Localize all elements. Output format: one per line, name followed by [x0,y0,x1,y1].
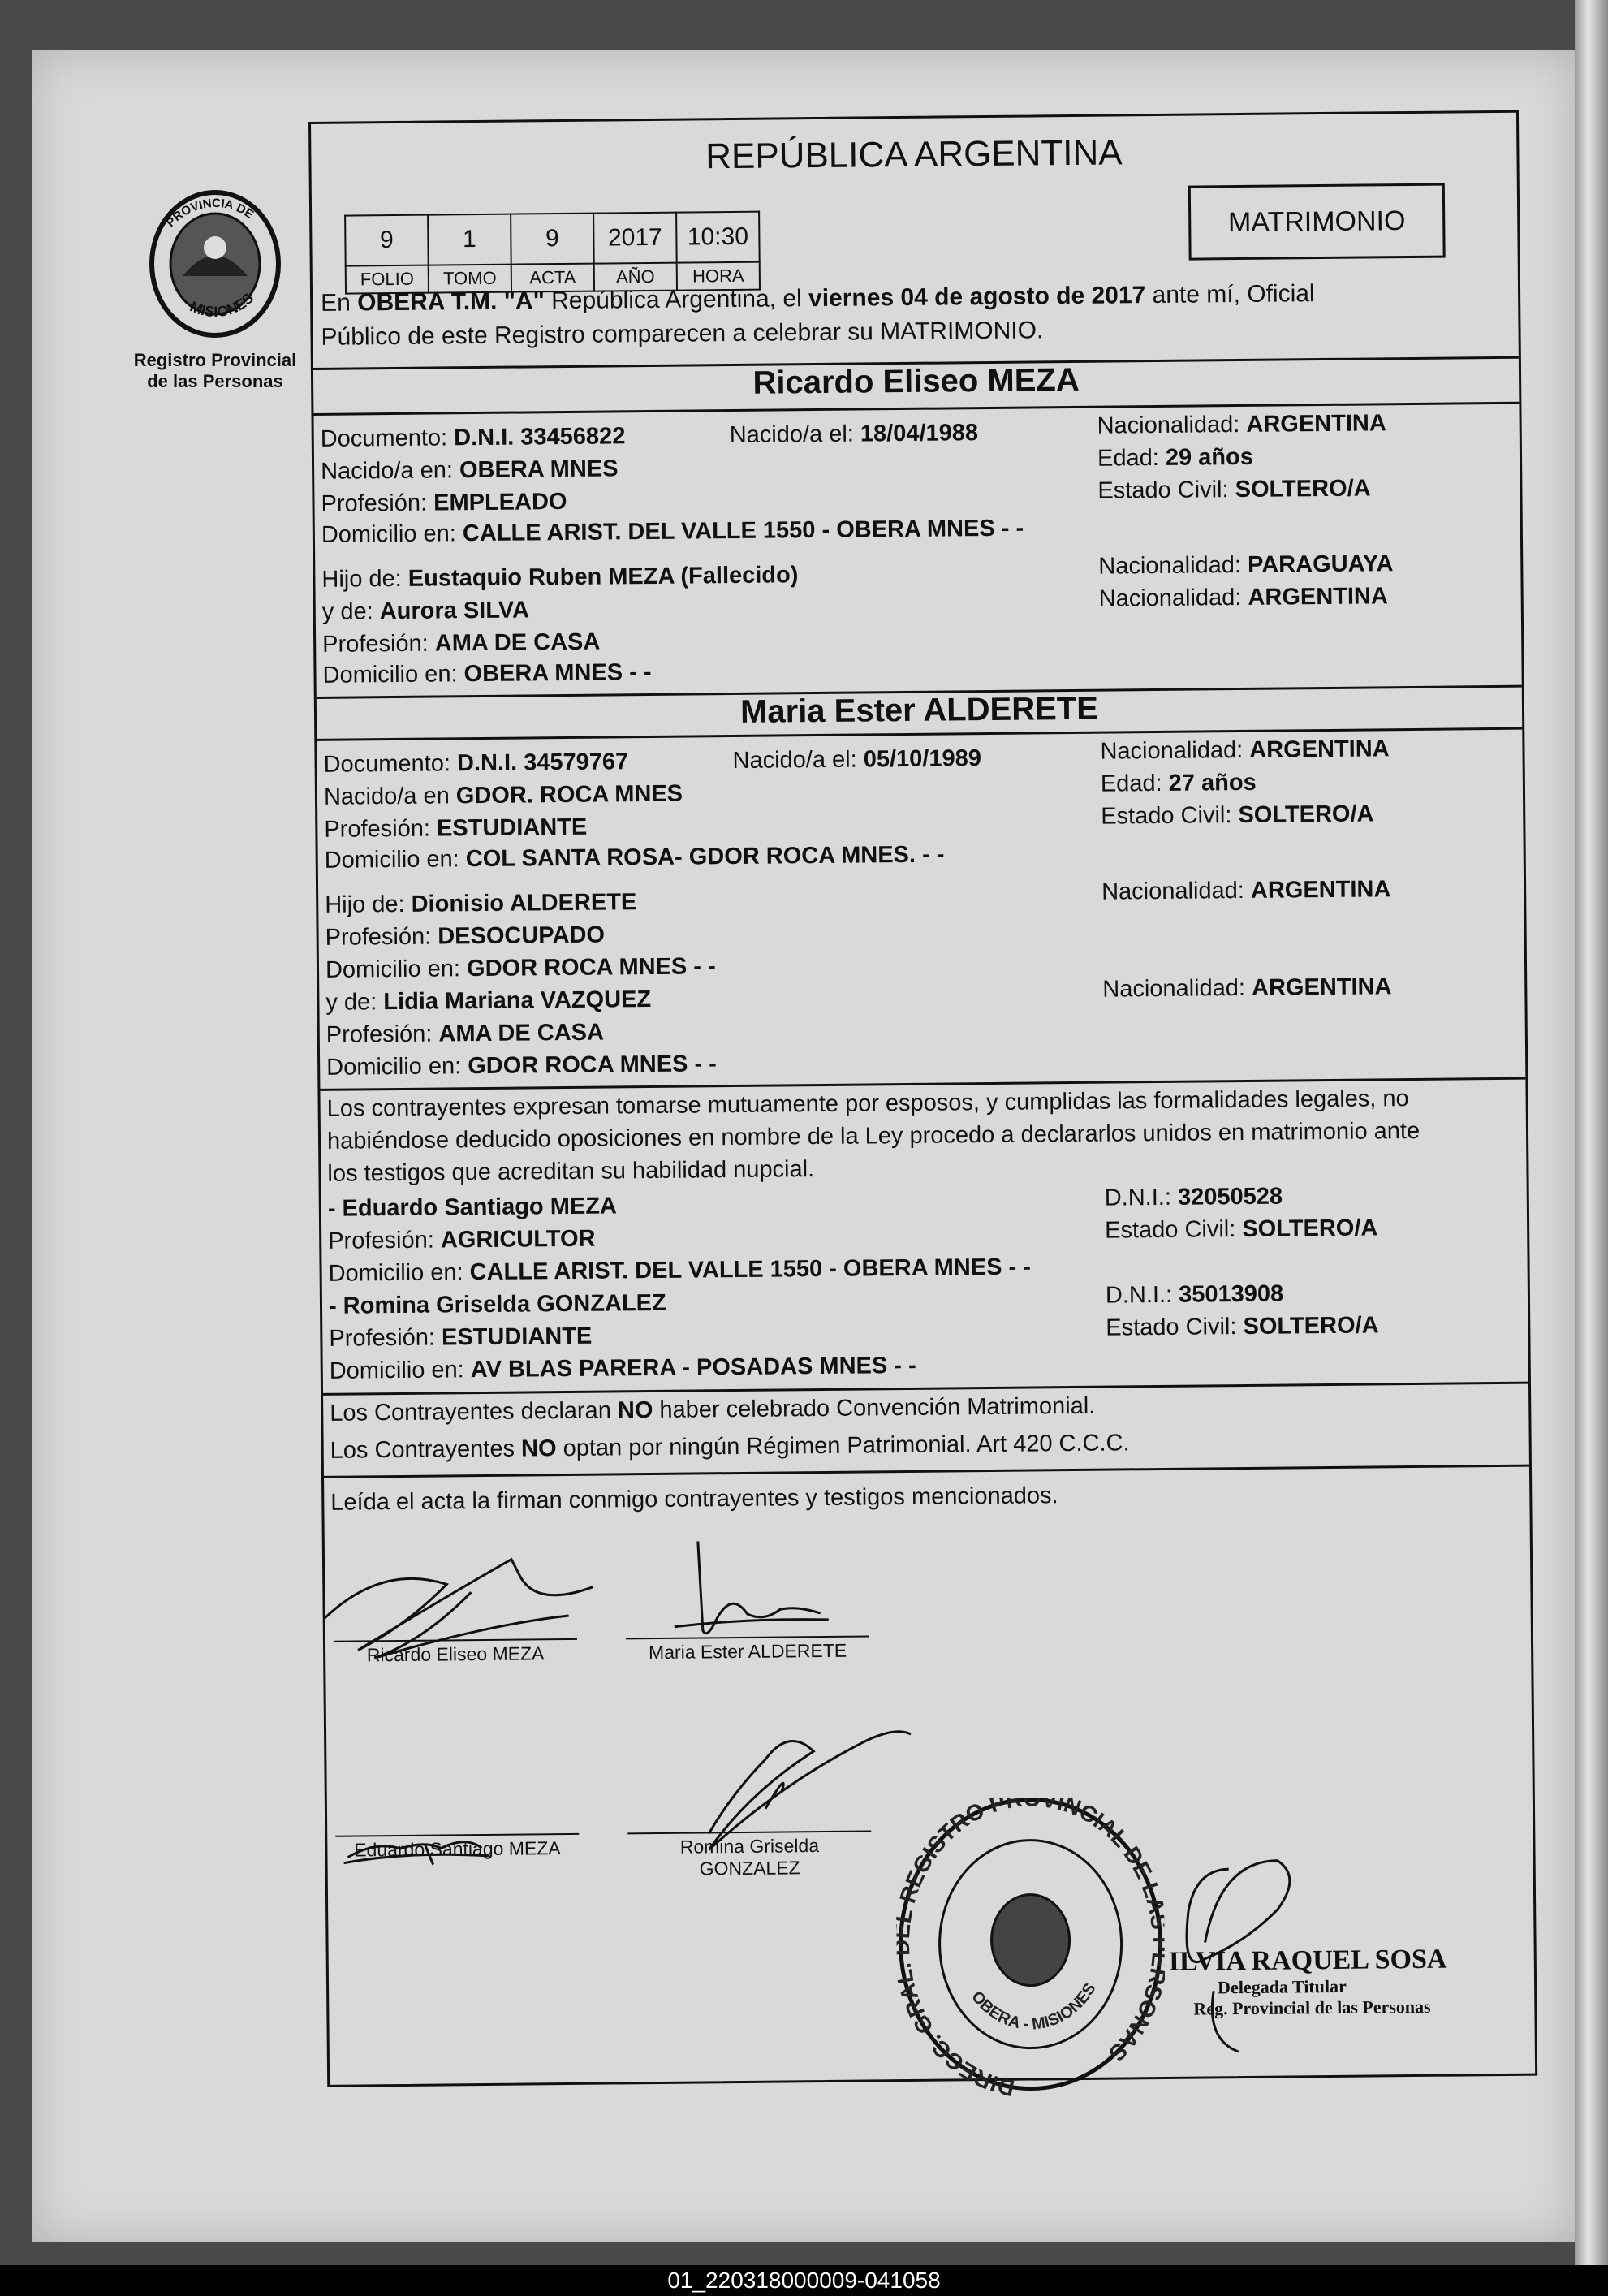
divider [324,1465,1529,1478]
groom-mother-nationality: Nacionalidad: ARGENTINA [1098,583,1389,612]
groom-nationality: Nacionalidad: ARGENTINA [1097,410,1386,439]
year-value: 2017 [593,213,677,264]
groom-birthplace: Nacido/a en: OBERA MNES [320,455,619,485]
registry-logo [122,187,308,392]
signature-witness-1: Eduardo Santiago MEZA [354,1837,561,1861]
witness-2-address: Domicilio en: AV BLAS PARERA - POSADAS MNES - - [329,1352,916,1384]
time-label: HORA [677,262,760,291]
convention-statement: Los Contrayentes declaran NO haber celebrado Convención Matrimonial. [330,1392,1096,1426]
folio-value: 9 [345,215,429,266]
bride-mother-profession: Profesión: AMA DE CASA [325,1019,605,1048]
officer-organization: Reg. Provincial de las Personas [1193,1996,1431,2019]
witness-1-name: - Eduardo Santiago MEZA [327,1193,618,1222]
witness-2-dni: D.N.I.: 35013908 [1105,1280,1284,1309]
tomo-label: TOMO [429,265,511,293]
bride-father-nationality: Nacionalidad: ARGENTINA [1101,876,1391,905]
province-seal-icon [134,187,296,341]
signature-groom: Ricardo Eliseo MEZA [366,1642,545,1666]
groom-profession: Profesión: EMPLEADO [321,488,567,517]
witness-1-profession: Profesión: AGRICULTOR [328,1225,596,1254]
tomo-value: 1 [428,214,511,265]
witness-2-profession: Profesión: ESTUDIANTE [329,1323,593,1352]
groom-father: Hijo de: Eustaquio Ruben MEZA (Fallecido) [321,562,799,593]
signature-witness-2: Romina Griselda GONZALEZ [679,1835,820,1880]
bride-mother: y de: Lidia Mariana VAZQUEZ [325,986,652,1016]
folio-label: FOLIO [346,265,429,294]
groom-name: Ricardo Eliseo MEZA [752,361,1080,401]
official-seal [895,1797,1166,2112]
regime-statement: Los Contrayentes NO optan por ningún Régimen Patrimonial. Art 420 C.C.C. [330,1430,1130,1464]
officer-block [1169,1944,1448,2020]
svg-text:OBERA - MISIONES [968,1980,1100,2035]
seal-ring-top: PROVINCIA DE [163,196,257,231]
record-reference-table [344,211,761,295]
file-id-footer: 01_220318000009-041058 [0,2265,1608,2296]
bride-profession: Profesión: ESTUDIANTE [324,814,588,843]
time-value: 10:30 [676,212,760,263]
closing-statement: Leída el acta la firman conmigo contrayentes y testigos mencionados. [330,1482,1058,1516]
bride-nationality: Nacionalidad: ARGENTINA [1100,736,1390,765]
groom-mother: y de: Aurora SILVA [321,597,530,625]
groom-mother-profession: Profesión: AMA DE CASA [322,628,601,658]
bride-father: Hijo de: Dionisio ALDERETE [325,889,637,918]
bride-document: Documento: D.N.I. 34579767 [323,749,629,778]
bride-father-profession: Profesión: DESOCUPADO [325,921,606,951]
groom-document: Documento: D.N.I. 33456822 [320,423,626,452]
bride-mother-address: Domicilio en: GDOR ROCA MNES - - [326,1051,718,1081]
acta-value: 9 [511,214,594,265]
groom-civil-status: Estado Civil: SOLTERO/A [1097,475,1371,504]
bride-age: Edad: 27 años [1100,769,1257,797]
bride-father-address: Domicilio en: GDOR ROCA MNES - - [325,953,716,983]
intro-paragraph: En OBERA T.M. "A" República Argentina, el viernes 04 de agosto de 2017 ante mí, Oficial Público de este Registro comparecen a celebrar su MATRIMONIO. [320,280,1315,351]
witness-2-name: - Romina Griselda GONZALEZ [328,1289,666,1319]
bride-mother-nationality: Nacionalidad: ARGENTINA [1102,973,1392,1003]
declaration-paragraph: Los contrayentes expresan tomarse mutuamente por esposos, y cumplidas las formalidades legales, no habiéndose deducido oposiciones en nombre de la Ley procedo a declararlos unidos en matrimonio ante los testigos que acreditan su habilidad nupcial. [326,1085,1420,1187]
country-title: REPÚBLICA ARGENTINA [705,132,1123,177]
groom-birthdate: Nacido/a el: 18/04/1988 [729,420,979,449]
signature-bride: Maria Ester ALDERETE [648,1639,847,1664]
acta-label: ACTA [511,264,594,292]
bride-birthplace: Nacido/a en GDOR. ROCA MNES [323,780,683,810]
logo-caption: Registro Provincial de las Personas [133,350,297,391]
groom-address: Domicilio en: CALLE ARIST. DEL VALLE 1550 - OBERA MNES - - [321,515,1024,548]
certificate-frame [308,110,1537,2101]
seal-ring-bottom: MISIONES [188,289,257,321]
witness-2-civil-status: Estado Civil: SOLTERO/A [1106,1312,1379,1341]
witness-1-dni: D.N.I.: 32050528 [1104,1183,1283,1211]
officer-title: Delegada Titular [1217,1975,1347,1998]
divider [323,1382,1528,1396]
registry-seal-icon [895,1797,1166,2108]
seal-inner-text: OBERA - MISIONES [968,1979,1100,2034]
record-type-box: MATRIMONIO [1188,183,1446,261]
bride-civil-status: Estado Civil: SOLTERO/A [1101,801,1374,830]
groom-age: Edad: 29 años [1097,443,1254,472]
bride-birthdate: Nacido/a el: 05/10/1989 [732,745,982,775]
seal-ring-text: DIRECC. GRAL. DEL REGISTRO PROVINCIAL DE LAS PERSONAS [895,1796,1166,2101]
witness-1-address: Domicilio en: CALLE ARIST. DEL VALLE 1550 - OBERA MNES - - [328,1254,1032,1287]
officer-name: ILVIA RAQUEL SOSA [1168,1944,1447,1977]
bride-address: Domicilio en: COL SANTA ROSA- GDOR ROCA MNES. - - [324,841,945,874]
groom-father-nationality: Nacionalidad: PARAGUAYA [1098,550,1394,580]
witness-1-civil-status: Estado Civil: SOLTERO/A [1105,1215,1378,1244]
groom-mother-address: Domicilio en: OBERA MNES - - [322,658,652,688]
bride-name: Maria Ester ALDERETE [739,690,1099,730]
year-label: AÑO [594,263,677,291]
book-spine [1575,0,1608,2265]
